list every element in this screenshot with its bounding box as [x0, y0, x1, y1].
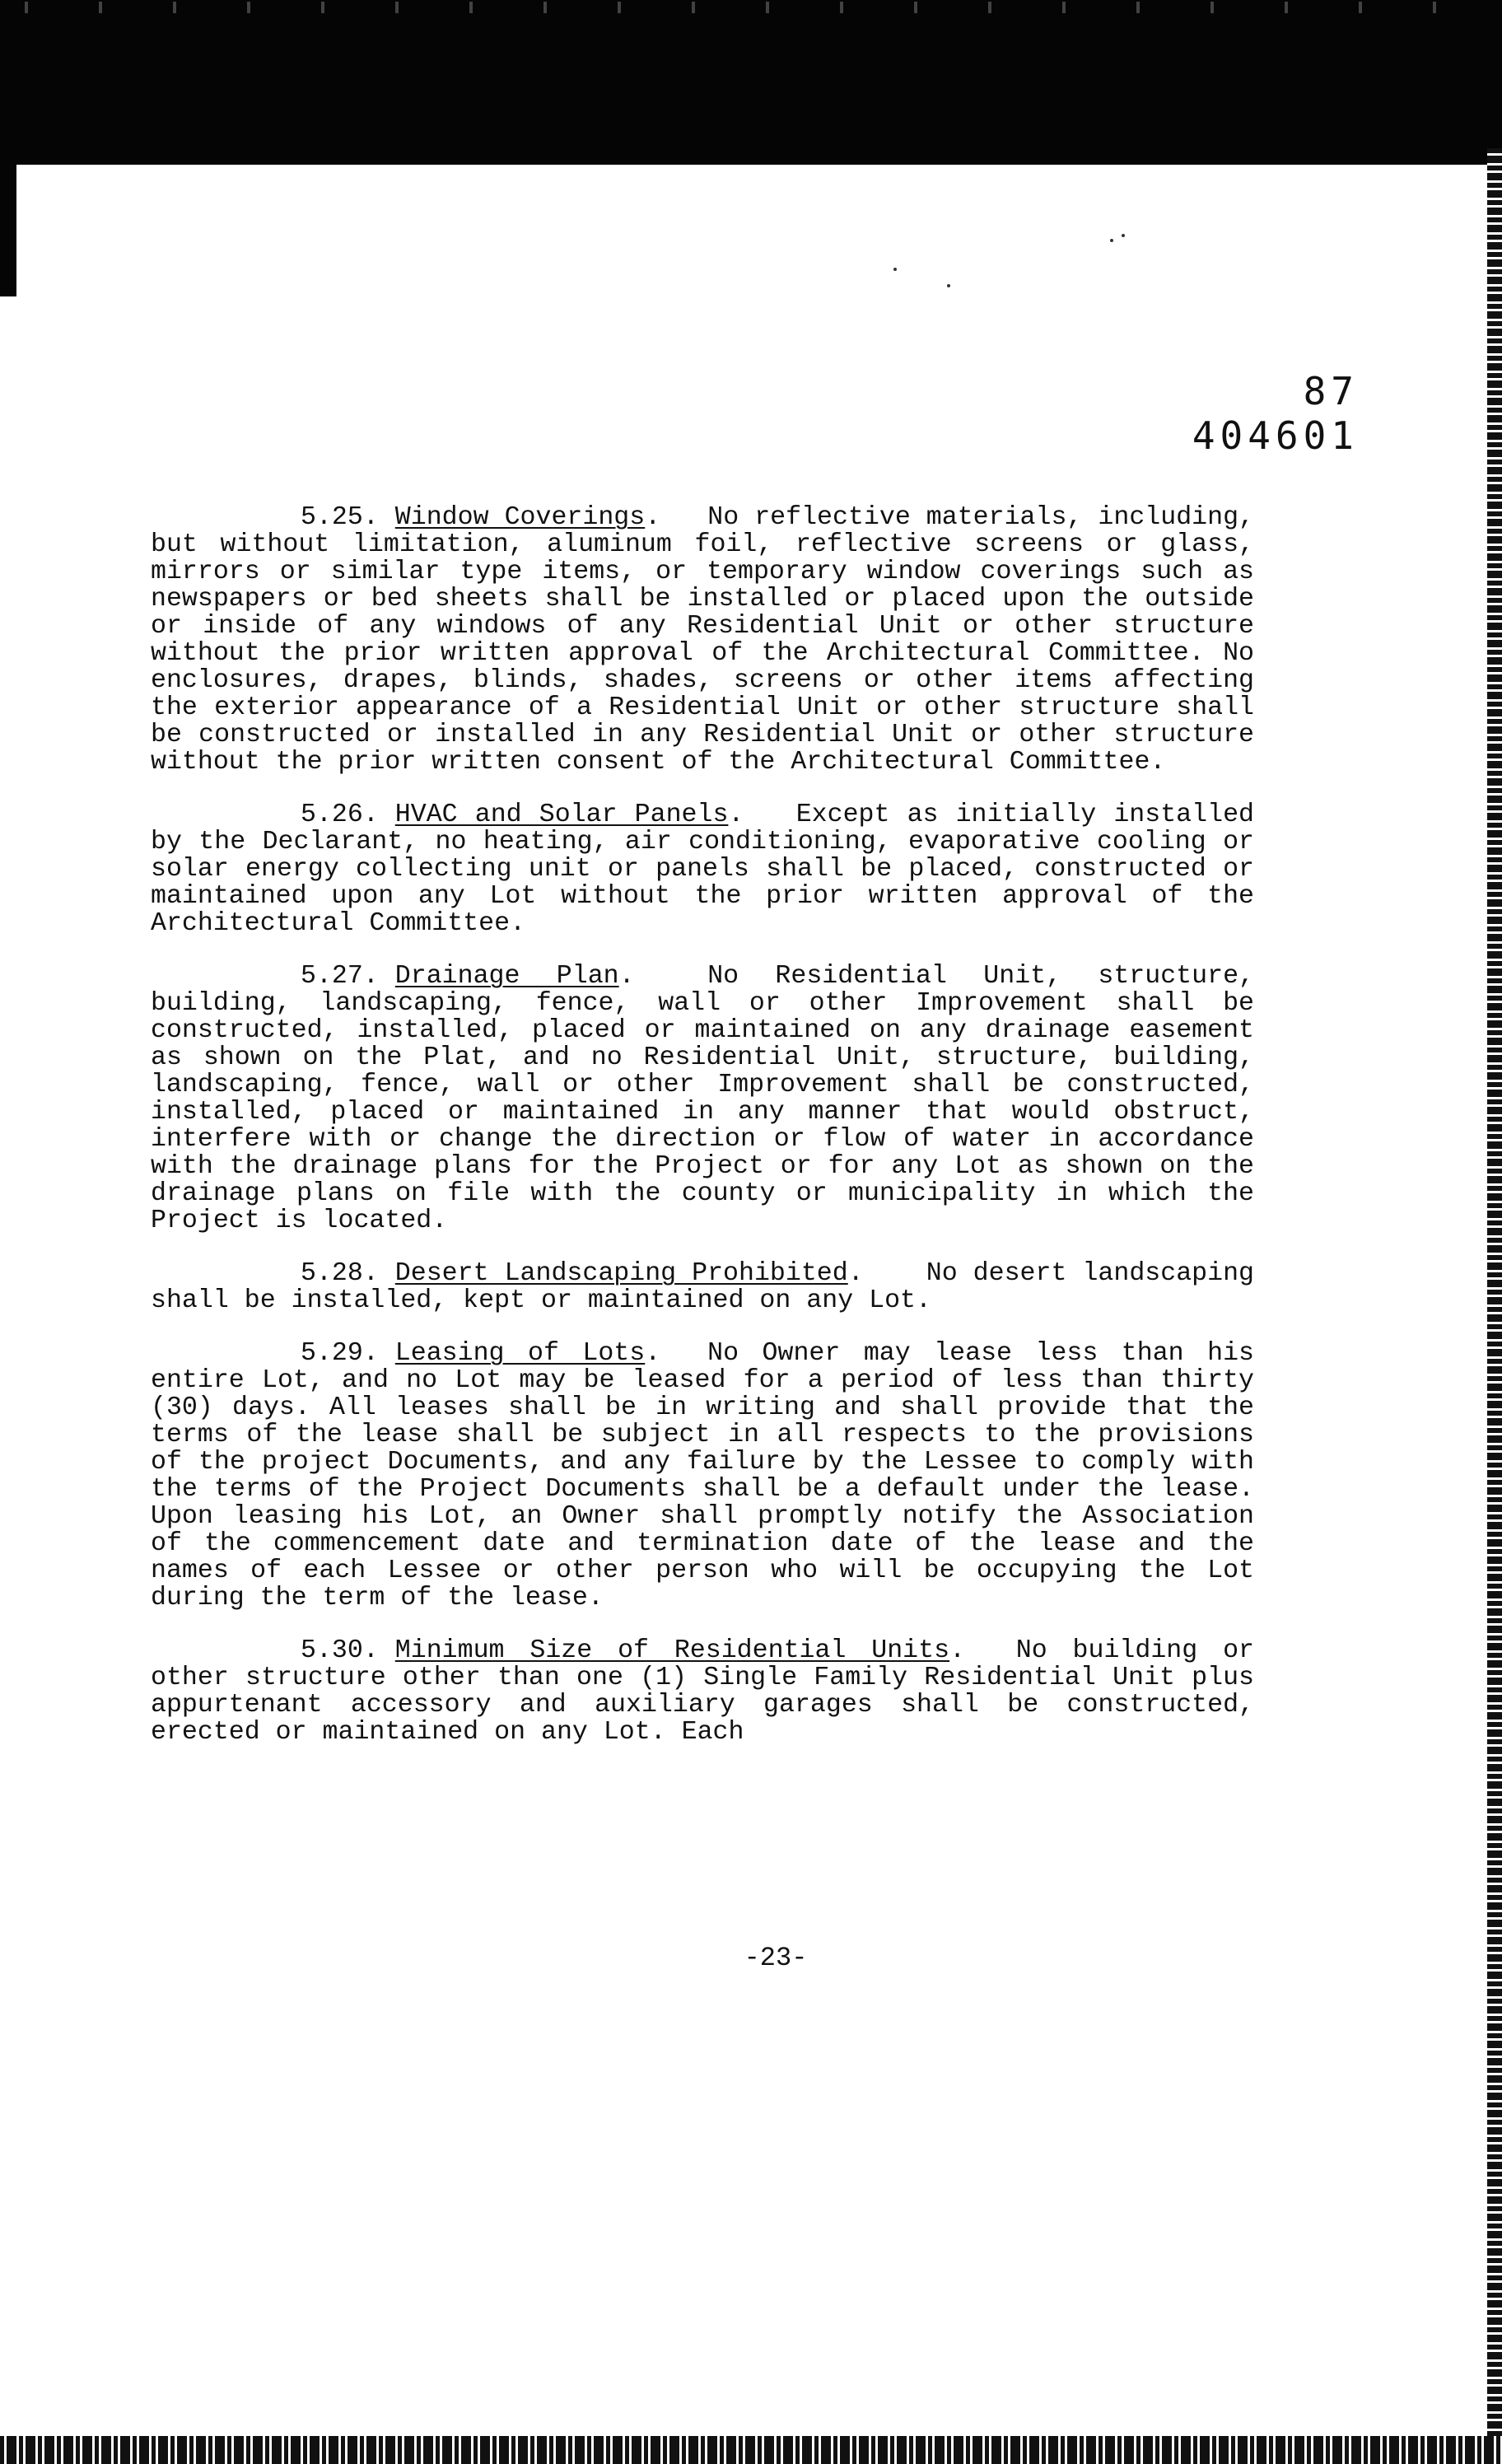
section-number: 5.29. [301, 1339, 379, 1368]
section-text: No building or other structure other than one (1) Single Family Residential Unit plus appurtenant accessory and auxiliary garages shall be constructed, erected or maintained on any Lot. Each [151, 1636, 1254, 1747]
section-heading: HVAC and Solar Panels [394, 800, 729, 829]
section-heading: Drainage Plan [394, 962, 619, 991]
section-heading: Minimum Size of Residential Units [394, 1636, 950, 1665]
section-heading: Leasing of Lots [394, 1339, 646, 1368]
section-heading: Desert Landscaping Prohibited [394, 1259, 848, 1288]
section-5-29: 5.29. Leasing of Lots. No Owner may lease less than his entire Lot, and no Lot may be leased for a period of less than thirty (30) days. All leases shall be in writing and shall provide that the terms of the lease shall be subject in all respects to the provisions of the project Documents, and any failure by the Lessee to comply with the terms of the Project Documents shall be a default under the lease. Upon leasing his Lot, an Owner shall promptly notify the Association of the commencement date and termination date of the lease and the names of each Lessee or other person who will be occupying the Lot during the term of the lease. [151, 1339, 1254, 1612]
document-number: 87 404601 [1192, 369, 1359, 458]
section-text: No Owner may lease less than his entire Lot, and no Lot may be leased for a period of less than thirty (30) days. All leases shall be in writing and shall provide that the terms of the lease shall be subject in all respects to the provisions of the project Documents, and any failure by the Lessee to comply with the terms of the Project Documents shall be a default under the lease. Upon leasing his Lot, an Owner shall promptly notify the Association of the commencement date and termination date of the lease and the names of each Lessee or other person who will be occupying the Lot during the term of the lease. [151, 1339, 1254, 1612]
section-number: 5.27. [301, 962, 379, 991]
page-number: -23- [744, 1943, 808, 1973]
section-text: No desert landscaping shall be installed, kept or maintained on any Lot. [151, 1259, 1255, 1315]
section-heading: Window Coverings [394, 503, 646, 532]
section-5-26: 5.26. HVAC and Solar Panels. Except as initially installed by the Declarant, no heating, air conditioning, evaporative cooling or solar energy collecting unit or panels shall be placed, constructed or maintained upon any Lot without the prior written approval of the Architectural Committee. [151, 800, 1254, 938]
section-5-25: 5.25. Window Coverings. No reflective materials, including, but without limitation, aluminum foil, reflective screens or glass, mirrors or similar type items, or temporary window coverings such as newspapers or bed sheets shall be installed or placed upon the outside or inside of any windows of any Residential Unit or other structure without the prior written approval of the Architectural Committee. No enclosures, drapes, blinds, shades, screens or other items affecting the exterior appearance of a Residential Unit or other structure shall be constructed or installed in any Residential Unit or other structure without the prior written consent of the Architectural Committee. [151, 503, 1255, 777]
section-5-27: 5.27. Drainage Plan. No Residential Unit, structure, building, landscaping, fence, wall or other Improvement shall be constructed, installed, placed or maintained on any drainage easement as shown on the Plat, and no Residential Unit, structure, building, landscaping, fence, wall or other Improvement shall be constructed, installed, placed or maintained in any manner that would obstruct, interfere with or change the direction or flow of water in accordance with the drainage plans for the Project or for any Lot as shown on the drainage plans on file with the county or municipality in which the Project is located. [151, 962, 1254, 1235]
section-number: 5.26. [301, 800, 379, 829]
document-body [151, 504, 1254, 1771]
section-text: No reflective materials, including, but without limitation, aluminum foil, reflective screens or glass, mirrors or similar type items, or temporary window coverings such as newspapers or bed sheets shall be installed or placed upon the outside or inside of any windows of any Residential Unit or other structure without the prior written approval of the Architectural Committee. No enclosures, drapes, blinds, shades, screens or other items affecting the exterior appearance of a Residential Unit or other structure shall be constructed or installed in any Residential Unit or other structure without the prior written consent of the Architectural Committee. [151, 503, 1255, 777]
section-number: 5.28. [301, 1259, 379, 1288]
section-number: 5.30. [301, 1636, 379, 1665]
section-number: 5.25. [301, 503, 379, 532]
section-5-28: 5.28. Desert Landscaping Prohibited. No desert landscaping shall be installed, kept or maintained on any Lot. [151, 1259, 1255, 1315]
section-text: Except as initially installed by the Declarant, no heating, air conditioning, evaporative cooling or solar energy collecting unit or panels shall be placed, constructed or maintained upon any Lot without the prior written approval of the Architectural Committee. [151, 800, 1254, 938]
section-text: No Residential Unit, structure, building, landscaping, fence, wall or other Improvement shall be constructed, installed, placed or maintained on any drainage easement as shown on the Plat, and no Residential Unit, structure, building, landscaping, fence, wall or other Improvement shall be constructed, installed, placed or maintained in any manner that would obstruct, interfere with or change the direction or flow of water in accordance with the drainage plans for the Project or for any Lot as shown on the drainage plans on file with the county or municipality in which the Project is located. [151, 962, 1254, 1235]
section-5-30: 5.30. Minimum Size of Residential Units. No building or other structure other than one (1) Single Family Residential Unit plus appurtenant accessory and auxiliary garages shall be constructed, erected or maintained on any Lot. Each [151, 1636, 1254, 1747]
